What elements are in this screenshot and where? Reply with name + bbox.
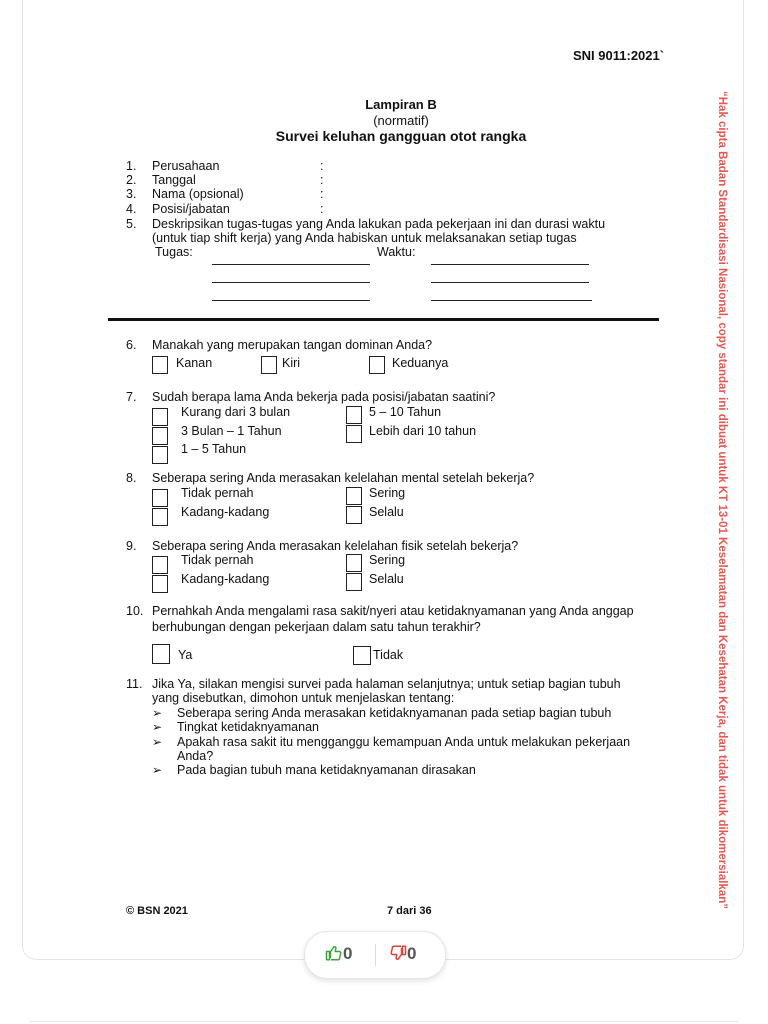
arrow-bullet-icon: ➢ <box>152 720 163 734</box>
checkbox-3-months-1-year[interactable] <box>152 427 168 445</box>
vote-bar <box>304 931 446 979</box>
checkbox-physical-never[interactable] <box>152 556 168 574</box>
bullet-text: Tingkat ketidaknyamanan <box>177 720 319 734</box>
checkbox-physical-always[interactable] <box>346 573 362 591</box>
field-label-date: Tanggal <box>152 173 196 187</box>
question-text: (untuk tiap shift kerja) yang Anda habiskan untuk melaksanakan setiap tugas <box>152 231 577 245</box>
downvote-count: 0 <box>407 944 417 963</box>
copyright-watermark: “Hak cipta Badan Standardisasi Nasional, copy standar ini dibuat untuk KT 13-01 Keselamatan dan Kesehatan Kerja, dan tidak untuk dikomersialkan” <box>716 91 728 910</box>
field-colon: : <box>320 159 324 173</box>
checkbox-5-10-years[interactable] <box>346 406 362 424</box>
option-label: Sering <box>369 553 406 567</box>
option-label: Lebih dari 10 tahun <box>369 424 477 438</box>
option-label: Tidak pernah <box>181 553 254 567</box>
question-number: 7. <box>126 390 137 404</box>
vote-divider <box>375 944 376 966</box>
checkbox-kanan[interactable] <box>152 356 168 374</box>
arrow-bullet-icon: ➢ <box>152 763 163 777</box>
field-colon: : <box>320 187 324 201</box>
thumbs-down-icon <box>389 944 407 962</box>
thumbs-up-icon <box>325 944 343 962</box>
option-label: Tidak <box>373 648 404 662</box>
option-label: Kurang dari 3 bulan <box>181 405 291 419</box>
question-number: 11. <box>126 677 143 691</box>
question-text: Seberapa sering Anda merasakan kelelahan fisik setelah bekerja? <box>152 539 519 553</box>
option-label: 5 – 10 Tahun <box>369 405 442 419</box>
annex-type: (normatif) <box>373 113 429 128</box>
question-number: 10. <box>126 604 144 618</box>
checkbox-physical-sometimes[interactable] <box>152 575 168 593</box>
option-label: Kanan <box>176 356 213 370</box>
option-label: Kadang-kadang <box>181 505 270 519</box>
checkbox-mental-sometimes[interactable] <box>152 508 168 526</box>
field-number: 4. <box>126 202 137 216</box>
annex-title: Lampiran B <box>365 97 437 112</box>
question-text: berhubungan dengan pekerjaan dalam satu tahun terakhir? <box>152 620 481 634</box>
task-blank-line <box>212 300 370 301</box>
arrow-bullet-icon: ➢ <box>152 706 163 720</box>
page-bottom-divider <box>30 1021 738 1022</box>
arrow-bullet-icon: ➢ <box>152 735 163 749</box>
question-number: 5. <box>126 217 137 231</box>
question-text: Sudah berapa lama Anda bekerja pada posisi/jabatan saatini? <box>152 390 496 404</box>
question-number: 9. <box>126 539 137 553</box>
survey-title: Survei keluhan gangguan otot rangka <box>275 128 527 144</box>
option-label: Tidak pernah <box>181 486 254 500</box>
task-label: Tugas: <box>155 245 193 259</box>
page-number: 7 dari 36 <box>387 905 432 917</box>
bullet-text: Anda? <box>177 749 214 763</box>
option-label: 3 Bulan – 1 Tahun <box>181 424 282 438</box>
upvote-count: 0 <box>343 944 353 963</box>
time-blank-line <box>431 300 592 301</box>
checkbox-mental-always[interactable] <box>346 506 362 524</box>
option-label: Ya <box>178 648 193 662</box>
field-number: 2. <box>126 173 137 187</box>
section-divider <box>108 318 659 321</box>
question-number: 6. <box>126 338 137 352</box>
option-label: Selalu <box>369 505 404 519</box>
field-label-position: Posisi/jabatan <box>152 202 230 216</box>
checkbox-yes[interactable] <box>152 644 170 664</box>
bullet-text: Pada bagian tubuh mana ketidaknyamanan dirasakan <box>177 763 476 777</box>
bullet-text: Seberapa sering Anda merasakan ketidaknyamanan pada setiap bagian tubuh <box>177 706 612 720</box>
checkbox-keduanya[interactable] <box>369 356 385 374</box>
option-label: Sering <box>369 486 406 500</box>
option-label: 1 – 5 Tahun <box>181 442 247 456</box>
field-colon: : <box>320 173 324 187</box>
field-label-name: Nama (opsional) <box>152 187 244 201</box>
option-label: Kadang-kadang <box>181 572 270 586</box>
standard-number: SNI 9011:2021` <box>573 48 665 63</box>
question-text: Seberapa sering Anda merasakan kelelahan mental setelah bekerja? <box>152 471 535 485</box>
question-number: 8. <box>126 471 137 485</box>
checkbox-under-3-months[interactable] <box>152 408 168 426</box>
checkbox-mental-often[interactable] <box>346 487 362 505</box>
question-text: Manakah yang merupakan tangan dominan Anda? <box>152 338 433 352</box>
field-number: 1. <box>126 159 137 173</box>
question-text: Pernahkah Anda mengalami rasa sakit/nyeri atau ketidaknyamanan yang Anda anggap <box>152 604 634 618</box>
checkbox-1-5-years[interactable] <box>152 446 168 464</box>
option-label: Keduanya <box>392 356 449 370</box>
time-blank-line <box>431 264 589 265</box>
time-blank-line <box>431 282 589 283</box>
checkbox-no[interactable] <box>353 646 371 665</box>
upvote-button[interactable] <box>325 944 352 964</box>
task-blank-line <box>212 264 370 265</box>
option-label: Selalu <box>369 572 404 586</box>
question-text: yang disebutkan, dimohon untuk menjelaskan tentang: <box>152 691 455 705</box>
downvote-button[interactable] <box>389 944 416 964</box>
field-colon: : <box>320 202 324 216</box>
checkbox-over-10-years[interactable] <box>346 425 362 443</box>
question-text: Jika Ya, silakan mengisi survei pada halaman selanjutnya; untuk setiap bagian tubuh <box>152 677 621 691</box>
field-number: 3. <box>126 187 137 201</box>
field-label-company: Perusahaan <box>152 159 220 173</box>
time-label: Waktu: <box>377 245 416 259</box>
checkbox-mental-never[interactable] <box>152 489 168 507</box>
option-label: Kiri <box>282 356 301 370</box>
checkbox-physical-often[interactable] <box>346 554 362 572</box>
task-blank-line <box>212 282 370 283</box>
checkbox-kiri[interactable] <box>261 356 277 374</box>
copyright: © BSN 2021 <box>126 905 188 917</box>
question-text: Deskripsikan tugas-tugas yang Anda lakukan pada pekerjaan ini dan durasi waktu <box>152 217 606 231</box>
bullet-text: Apakah rasa sakit itu mengganggu kemampuan Anda untuk melakukan pekerjaan <box>177 735 631 749</box>
